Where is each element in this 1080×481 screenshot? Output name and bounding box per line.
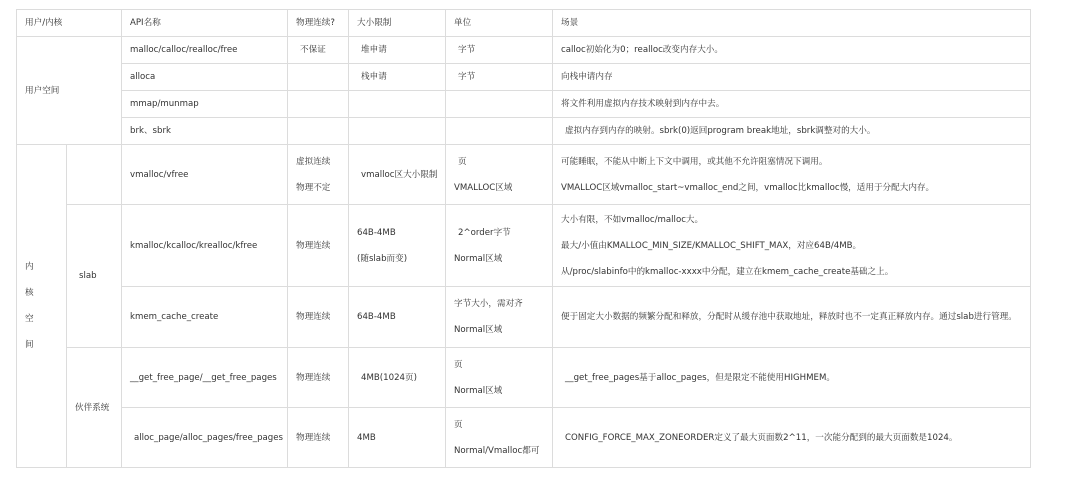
scenario-cell: CONFIG_FORCE_MAX_ZONEORDER定义了最大页面数2^11，一次能分配到的最大页面数是1024。 (553, 408, 1031, 468)
api-cell: brk、sbrk (122, 118, 288, 145)
header-api: API名称 (122, 10, 288, 37)
size-cell: 4MB(1024页) (349, 348, 446, 408)
size-cell: 栈申请 (349, 64, 446, 91)
unit-cell: 字节 (446, 64, 553, 91)
table-row (17, 287, 1031, 348)
table-row (17, 408, 1031, 468)
phys-cell: 物理连续 (288, 408, 349, 468)
unit-cell: 字节大小，需对齐 Normal区域 (446, 287, 553, 348)
table-row (17, 91, 1031, 118)
size-cell (349, 91, 446, 118)
scenario-cell: 大小有限，不如vmalloc/malloc大。 最大/小值由KMALLOC_MIN_SIZE/KMALLOC_SHIFT_MAX，对应64B/4MB。 从/proc/slabinfo中的kmalloc-xxxx中分配，建立在kmem_cache_create基础之上。 (553, 205, 1031, 287)
scenario-cell: 虚拟内存到内存的映射。sbrk(0)返回program break地址，sbrk调整对的大小。 (553, 118, 1031, 145)
phys-cell: 物理连续 (288, 348, 349, 408)
user-space-label: 用户空间 (17, 37, 122, 145)
size-cell: vmalloc区大小限制 (349, 145, 446, 205)
unit-cell: 页 VMALLOC区域 (446, 145, 553, 205)
unit-cell: 页 Normal/Vmalloc都可 (446, 408, 553, 468)
header-scenario: 场景 (553, 10, 1031, 37)
scenario-cell: calloc初始化为0；realloc改变内存大小。 (553, 37, 1031, 64)
scenario-cell: 可能睡眠，不能从中断上下文中调用，或其他不允许阻塞情况下调用。 VMALLOC区域vmalloc_start~vmalloc_end之间，vmalloc比kmalloc慢，适用于分配大内存。 (553, 145, 1031, 205)
unit-cell: 页 Normal区域 (446, 348, 553, 408)
phys-cell: 不保证 (288, 37, 349, 64)
phys-cell: 物理连续 (288, 287, 349, 348)
memory-api-table (16, 9, 1031, 468)
api-cell: alloc_page/alloc_pages/free_pages (122, 408, 288, 468)
table-row (17, 145, 1031, 205)
api-cell: malloc/calloc/realloc/free (122, 37, 288, 64)
phys-cell (288, 64, 349, 91)
size-cell: 64B-4MB (随slab而变) (349, 205, 446, 287)
api-cell: __get_free_page/__get_free_pages (122, 348, 288, 408)
unit-cell (446, 91, 553, 118)
phys-cell (288, 118, 349, 145)
scenario-cell: __get_free_pages基于alloc_pages，但是限定不能使用HIGHMEM。 (553, 348, 1031, 408)
unit-cell: 字节 (446, 37, 553, 64)
slab-group-cell: slab (67, 205, 122, 348)
scenario-cell: 便于固定大小数据的频繁分配和释放，分配时从缓存池中获取地址，释放时也不一定真正释放内存。通过slab进行管理。 (553, 287, 1031, 348)
size-cell (349, 118, 446, 145)
api-cell: mmap/munmap (122, 91, 288, 118)
header-phys-contig: 物理连续? (288, 10, 349, 37)
header-row (17, 10, 1031, 37)
api-cell: kmem_cache_create (122, 287, 288, 348)
header-scope: 用户/内核 (17, 10, 122, 37)
table-row (17, 64, 1031, 91)
phys-cell: 虚拟连续 物理不定 (288, 145, 349, 205)
table-row (17, 37, 1031, 64)
header-size-limit: 大小限制 (349, 10, 446, 37)
unit-cell: 2^order字节 Normal区域 (446, 205, 553, 287)
size-cell: 4MB (349, 408, 446, 468)
phys-cell: 物理连续 (288, 205, 349, 287)
scenario-cell: 将文件利用虚拟内存技术映射到内存中去。 (553, 91, 1031, 118)
header-unit: 单位 (446, 10, 553, 37)
api-cell: vmalloc/vfree (122, 145, 288, 205)
size-cell: 堆申请 (349, 37, 446, 64)
vmalloc-group-cell (67, 145, 122, 205)
table-row (17, 118, 1031, 145)
api-cell: kmalloc/kcalloc/krealloc/kfree (122, 205, 288, 287)
size-cell: 64B-4MB (349, 287, 446, 348)
scenario-cell: 向栈申请内存 (553, 64, 1031, 91)
unit-cell (446, 118, 553, 145)
api-cell: alloca (122, 64, 288, 91)
buddy-group-cell: 伙伴系统 (67, 348, 122, 468)
table-row (17, 205, 1031, 287)
phys-cell (288, 91, 349, 118)
kernel-space-label: 内 核 空 间 (17, 145, 67, 468)
table-row (17, 348, 1031, 408)
